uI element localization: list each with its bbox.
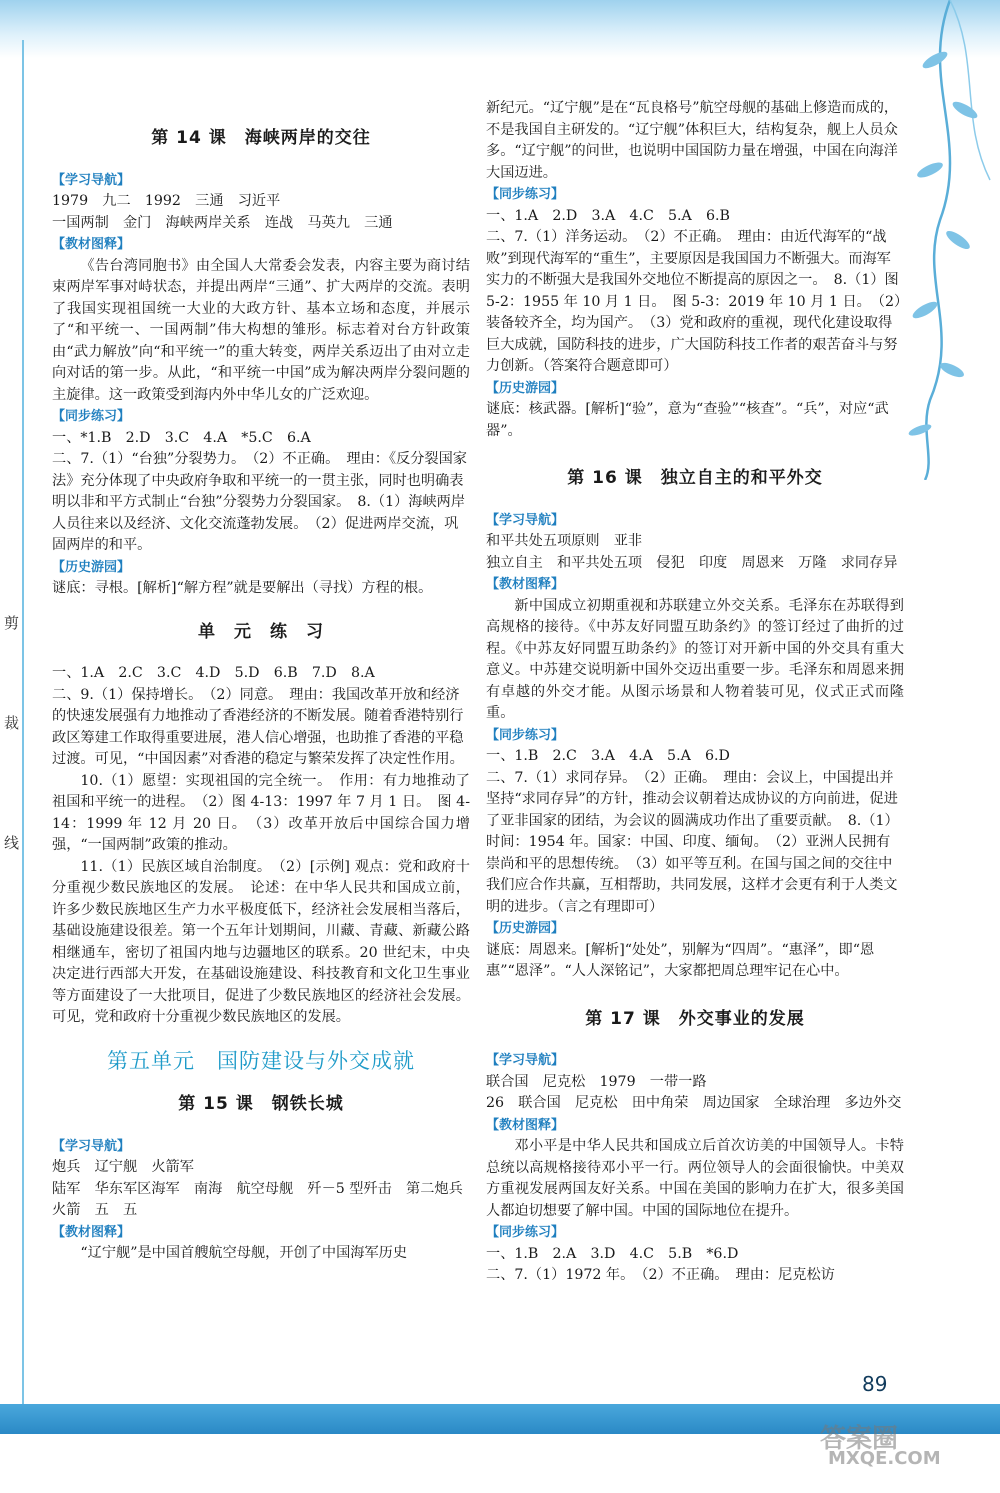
cut-mark: 剪 xyxy=(4,614,20,632)
guide-line: 炮兵 辽宁舰 火箭军 xyxy=(52,1159,194,1175)
section-tag: 【 历史游园 】 xyxy=(52,557,130,579)
answer-block: 11.（1）民族区域自治制度。 （2）[示例] 观点：党和政府十分重视少数民族地区的发展。 论述：在中华人民共和国成立前，许多少数民族地区生产力水平极度低下，经济社会发展相当落后，基础设施建设很差。第一个五年计划期间，川藏、青藏、新藏公路相继通车，密切了祖国内地与边疆地区的联系。20 世纪末，中央决定进行西部大开发，在基础设施建设、科技教育和文化卫生事业等方面建设了一大批项目，促进了少数民族地区的经济社会发展。可见，党和政府十分重视少数民族地区的发展。 xyxy=(52,858,470,1025)
answer-block: 10.（1）愿望：实现祖国的完全统一。 作用：有力地推动了祖国和平统一的进程。 （2）图 4-13：1997 年 7 月 1 日。 图 4-14：1999 年 12 月 20 日。 （3）改革开放后中国综合国力增强，“一国两制”政策的推动。 xyxy=(52,772,470,853)
section-tag: 【 同步练习 】 xyxy=(486,184,564,206)
section-tag: 【 教材图释 】 xyxy=(52,234,130,256)
section-tag: 【 同步练习 】 xyxy=(486,725,564,747)
guide-line: 陆军 华东军区海军 南海 航空母舰 歼－5 型歼击 第二炮兵 火箭 五 五 xyxy=(52,1180,477,1218)
lesson-14-title: 第 14 课 海峡两岸的交往 xyxy=(151,128,371,148)
picture-explanation: 新中国成立初期重视和苏联建立外交关系。毛泽东在苏联得到高规格的接待。《中苏友好同盟互助条约》的签订经过了曲折的过程。《中苏友好同盟互助条约》的签订对开新中国的外交具有重大意义。中苏建交说明新中国外交迈出重要一步。毛泽东和周恩来拥有卓越的外交才能。从图示场景和人物着装可见，仪式正式而隆重。 xyxy=(486,597,904,721)
answer-block: 二、7.（1）洋务运动。 （2）不正确。 理由：由近代海军的“战败”到现代海军的“重生”，主要原因是我国国力不断强大。而海军实力的不断强大是我国外交地位不断提高的原因之一。 8.（1）图 5-2：1955 年 10 月 1 日。 图 5-3：2019 年 10 月 1 日。 （2）装备较齐全，均为国产。 （3）党和政府的重视，现代化建设取得巨大成就，国防科技的进步，广大国防科技工作者的艰苦奋斗与努力创新。（答案符合题意即可） xyxy=(486,229,902,374)
guide-line: 独立自主 和平共处五项 侵犯 印度 周恩来 万隆 求同存异 xyxy=(486,554,898,571)
section-tag: 【 学习导航 】 xyxy=(486,510,564,532)
answer-line: 一、1.B 2.C 3.A 4.A 5.A 6.D xyxy=(486,748,730,764)
riddle-answer: 谜底：寻根。[解析]“解方程”就是要解出（寻找）方程的根。 xyxy=(52,580,433,596)
section-tag: 【 历史游园 】 xyxy=(486,918,564,940)
page-number: 89 xyxy=(862,1372,888,1396)
riddle-answer: 谜底：核武器。[解析]“验”，意为“查验”“核查”。“兵”，对应“武器”。 xyxy=(486,401,889,439)
answer-line: 一、1.A 2.C 3.C 4.D 5.D 6.B 7.D 8.A xyxy=(52,665,375,681)
guide-line: 联合国 尼克松 1979 一带一路 xyxy=(486,1073,707,1090)
cut-mark: 裁 xyxy=(4,714,20,732)
answer-block: 二、9.（1）保持增长。 （2）同意。 理由：我国改革开放和经济的快速发展强有力地推动了香港经济的不断发展。随着香港特别行政区筹建工作取得重要进展，港人信心增强，也助推了香港的平稳过渡。可见，“中国因素”对香港的稳定与繁荣发挥了决定性作用。 xyxy=(52,686,464,767)
section-tag: 【 学习导航 】 xyxy=(52,1136,130,1158)
watermark-site: MXQE.COM xyxy=(828,1448,941,1469)
section-tag: 【 教材图释 】 xyxy=(486,574,564,596)
picture-explanation-continued: 新纪元。“辽宁舰”是在“瓦良格号”航空母舰的基础上修造而成的，不是我国自主研发的。“辽宁舰”体积巨大，结构复杂，舰上人员众多。“辽宁舰”的问世，也说明中国国防力量在增强，中国在向海洋大国迈进。 xyxy=(486,100,899,181)
watermark-logo: 答案圈 xyxy=(820,1424,899,1454)
answer-line: 二、7.（1）1972 年。 （2）不正确。 理由：尼克松访 xyxy=(486,1267,835,1283)
unit-5-title: 第五单元 国防建设与外交成就 xyxy=(107,1048,415,1073)
left-cut-rule xyxy=(22,40,24,1420)
section-tag: 【 历史游园 】 xyxy=(486,378,564,400)
left-column xyxy=(52,118,477,1265)
answer-line: 一、*1.B 2.D 3.C 4.A *5.C 6.A xyxy=(52,429,311,446)
guide-line: 一国两制 金门 海峡两岸关系 连战 马英九 三通 xyxy=(52,214,393,231)
answer-line: 一、1.B 2.A 3.D 4.C 5.B *6.D xyxy=(486,1245,739,1262)
top-decor-band xyxy=(0,0,1000,58)
guide-line: 26 联合国 尼克松 田中角荣 周边国家 全球治理 多边外交 xyxy=(486,1095,902,1111)
section-tag: 【 教材图释 】 xyxy=(486,1115,564,1137)
answer-line: 一、1.A 2.D 3.A 4.C 5.A 6.B xyxy=(486,207,730,224)
section-tag: 【 学习导航 】 xyxy=(486,1050,564,1072)
answer-block: 二、7.（1）求同存异。 （2）正确。 理由：会议上，中国提出并坚持“求同存异”的方针，推动会议朝着达成协议的方向前进，促进了亚非国家的团结，为会议的圆满成功作出了重要贡献。 8.（1）时间：1954 年。国家：中国、印度、缅甸。 （2）亚洲人民拥有崇尚和平的思想传统。 （3）如平等互利。在国与国之间的交往中我们应合作共赢，互相帮助，共同发展，这样才会更有利于人类文明的进步。（言之有理即可） xyxy=(486,769,899,915)
guide-line: 1979 九二 1992 三通 习近平 xyxy=(52,193,281,209)
section-tag: 【 同步练习 】 xyxy=(52,406,130,428)
right-column xyxy=(486,98,904,1287)
unit-practice-title: 单 元 练 习 xyxy=(198,621,324,642)
lesson-15-title: 第 15 课 钢铁长城 xyxy=(178,1094,344,1114)
picture-explanation: “辽宁舰”是中国首艘航空母舰，开创了中国海军历史 xyxy=(80,1245,408,1261)
guide-line: 和平共处五项原则 亚非 xyxy=(486,533,643,549)
section-tag: 【 学习导航 】 xyxy=(52,170,130,192)
picture-explanation: 邓小平是中华人民共和国成立后首次访美的中国领导人。卡特总统以高规格接待邓小平一行。两位领导人的会面很愉快。中美双方重视发展两国友好关系。中国在美国的影响力在扩大，很多美国人都迫切想要了解中国。中国的国际地位在提升。 xyxy=(486,1138,904,1219)
cut-mark: 线 xyxy=(4,834,20,852)
lesson-17-title: 第 17 课 外交事业的发展 xyxy=(585,1008,805,1029)
section-tag: 【 教材图释 】 xyxy=(52,1222,130,1244)
picture-explanation: 《告台湾同胞书》由全国人大常委会发表，内容主要为商讨结束两岸军事对峙状态，并提出两岸“三通”、扩大两岸的交流。表明了我国实现祖国统一大业的大政方针、基本立场和态度，并展示了“和平统一、一国两制”伟大构想的雏形。标志着对台方针政策由“武力解放”向“和平统一”的重大转变，两岸关系迈出了由对立走向对话的第一步。从此，“和平统一中国”成为解决两岸分裂问题的主旋律。这一政策受到海内外中华儿女的广泛欢迎。 xyxy=(52,257,470,403)
riddle-answer: 谜底：周恩来。[解析]“处处”，别解为“四周”。“惠泽”，即“恩惠”“恩泽”。“人人深铭记”，大家都把周总理牢记在心中。 xyxy=(486,941,875,979)
answer-block: 二、7.（1）“台独”分裂势力。 （2）不正确。 理由：《反分裂国家法》充分体现了中央政府争取和平统一的一贯主张，同时也明确表明以非和平方式制止“台独”分裂势力分裂国家。 8.（1）海峡两岸人员往来以及经济、文化交流蓬勃发展。 （2）促进两岸交流，巩固两岸的和平。 xyxy=(52,451,467,553)
lesson-16-title: 第 16 课 独立自主的和平外交 xyxy=(567,468,823,488)
section-tag: 【 同步练习 】 xyxy=(486,1222,564,1244)
